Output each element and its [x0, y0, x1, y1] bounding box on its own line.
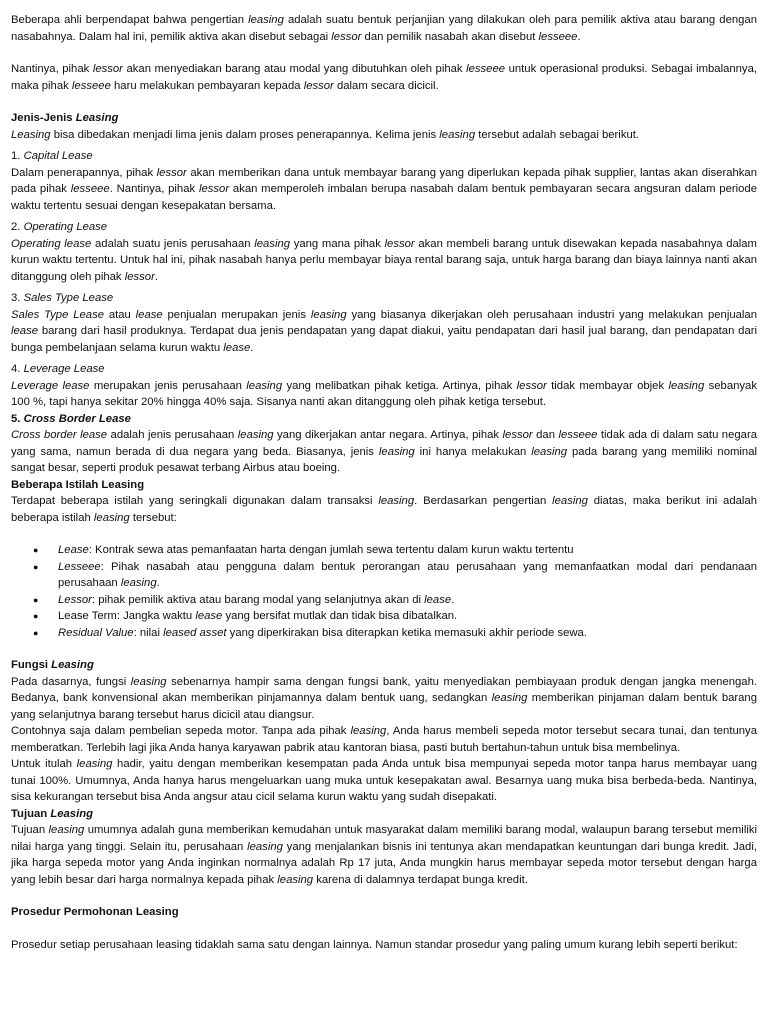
jenis-item-4-title: 4. Leverage Lease	[11, 363, 105, 375]
intro-paragraph-1: Beberapa ahli berpendapat bahwa pengertian leasing adalah suatu bentuk perjanjian yang dilakukan oleh para pemilik aktiva atau barang dengan nasabahnya. Dalam hal ini, pemilik aktiva akan disebut sebagai lessor dan pemilik nasabah akan disebut lesseee.	[11, 14, 757, 43]
istilah-list	[11, 542, 757, 641]
list-item: ● Residual Value: nilai leased asset yang diperkirakan bisa diterapkan ketika memasuki akhir periode sewa.	[11, 625, 757, 642]
jenis-heading: Jenis-Jenis Leasing	[11, 112, 119, 124]
jenis-item-2-title: 2. Operating Lease	[11, 221, 108, 233]
fungsi-paragraph-1: Pada dasarnya, fungsi leasing sebenarnya hampir sama dengan fungsi bank, yaitu menyediakan pembiayaan produk dengan jangka menengah. Bedanya, bank konvensional akan memberikan pinjamannya dalam bentuk uang, sedangkan leasing memberikan pinjaman dalam bentuk barang yang selanjutnya barang tersebut harus dicicil atau diangsur.	[11, 675, 757, 721]
istilah-heading: Beberapa Istilah Leasing	[11, 478, 145, 491]
bullet-icon: ●	[33, 627, 39, 638]
bullet-icon: ●	[33, 611, 39, 621]
jenis-intro: Leasing bisa dibedakan menjadi lima jenis dalam proses penerapannya. Kelima jenis leasing tersebut adalah sebagai berikut.	[11, 128, 640, 141]
fungsi-paragraph-3: Untuk itulah leasing hadir, yaitu dengan memberikan kesempatan pada Anda untuk bisa mempunyai sepeda motor tanpa harus membayar uang tunai 100%. Umumnya, Anda hanya harus mengeluarkan uang muka untuk kesepakatan awal. Besarnya uang muka bisa berbeda-beda. Nantinya, sisa kekurangan tersebut bisa Anda angsur atau cicil selama kurun waktu yang sudah disepakati.	[11, 758, 758, 803]
list-item: ● Lessor: pihak pemilik aktiva atau barang modal yang selanjutnya akan di lease.	[11, 592, 757, 609]
jenis-item-4-body: Leverage lease merupakan jenis perusahaan leasing yang melibatkan pihak ketiga. Artinya, pihak lessor tidak membayar objek leasing sebanyak 100 %, tapi hanya sekitar 20% hingga 40% saja. Sisanya nanti akan ditanggung oleh pihak ketiga tersebut.	[11, 379, 757, 408]
jenis-item-5-title: 5. Cross Border Lease	[11, 412, 131, 425]
jenis-item-3-title: 3. Sales Type Lease	[11, 292, 114, 304]
jenis-item-2-body: Operating lease adalah suatu jenis perusahaan leasing yang mana pihak lessor akan membeli barang untuk disewakan kepada nasabahnya dalam kurun waktu tertentu. Untuk hal ini, pihak nasabah hanya perlu membayar biaya rental barang saja, untuk harga barang dan biaya lainnya nanti akan ditanggung oleh pihak lessor.	[11, 237, 757, 283]
jenis-item-1-body: Dalam penerapannya, pihak lessor akan memberikan dana untuk membayar barang yang diperlukan kepada pihak supplier, lantas akan diserahkan pada pihak lesseee. Nantinya, pihak lessor akan memperoleh imbalan berupa nasabah dalam bentuk pembayaran secara angsuran dalam periode waktu tertentu sesuai dengan kesepakatan bersama.	[11, 166, 757, 212]
list-item: ● Lease: Kontrak sewa atas pemanfaatan harta dengan jumlah sewa tertentu dalam kurun waktu tertentu	[11, 542, 757, 559]
bullet-icon: ●	[33, 594, 39, 605]
fungsi-heading: Fungsi Leasing	[11, 659, 94, 671]
prosedur-paragraph-1: Prosedur setiap perusahaan leasing tidaklah sama satu dengan lainnya. Namun standar prosedur yang paling umum kurang lebih seperti berikut:	[11, 938, 738, 951]
tujuan-paragraph-1: Tujuan leasing umumnya adalah guna memberikan kemudahan untuk masyarakat dalam memiliki barang modal, walaupun barang tersebut memiliki nilai harga yang tinggi. Selain itu, perusahaan leasing yang menjalankan bisnis ini tentunya akan mendapatkan keuntungan dari bunga kredit. Jadi, jika harga sepeda motor yang Anda inginkan normalnya adalah Rp 17 juta, Anda mungkin harus membayar sepeda motor tersebut dengan harga yang lebih besar dari harga normalnya kepada pihak leasing karena di dalamnya terdapat bunga kredit.	[11, 824, 757, 886]
tujuan-heading: Tujuan Leasing	[11, 807, 94, 820]
bullet-icon: ●	[33, 561, 39, 572]
prosedur-heading: Prosedur Permohonan Leasing	[11, 906, 179, 918]
list-item: ● Lesseee: Pihak nasabah atau pengguna dalam bentuk perorangan atau perusahaan yang memanfaatkan modal dari pendanaan perusahaan leasing.	[33, 560, 757, 589]
jenis-item-1-title: 1. Capital Lease	[11, 150, 93, 162]
list-item: ● Lease Term: Jangka waktu lease yang bersifat mutlak dan tidak bisa dibatalkan.	[11, 608, 757, 625]
intro-paragraph-2: Nantinya, pihak lessor akan menyediakan barang atau modal yang dibutuhkan oleh pihak lesseee untuk operasional produksi. Sebagai imbalannya, maka pihak lesseee haru melakukan pembayaran kepada lessor dalam secara dicicil.	[11, 63, 757, 92]
istilah-intro: Terdapat beberapa istilah yang seringkali digunakan dalam transaksi leasing. Berdasarkan pengertian leasing diatas, maka berikut ini adalah beberapa istilah leasing tersebut:	[11, 495, 757, 524]
jenis-item-5-body: Cross border lease adalah jenis perusahaan leasing yang dikerjakan antar negara. Artinya, pihak lessor dan lesseee tidak ada di dalam satu negara yang sama, namun berada di dua negara yang beda. Biasanya, jenis leasing ini hanya melakukan leasing pada barang yang memiliki nominal sangat besar, seperti produk pesawat terbang Airbus atau boeing.	[11, 429, 757, 474]
bullet-icon: ●	[33, 545, 39, 555]
fungsi-paragraph-2: Contohnya saja dalam pembelian sepeda motor. Tanpa ada pihak leasing, Anda harus membeli sepeda motor tersebut secara tunai, dan tentunya memberatkan. Terlebih lagi jika Anda hanya karyawan pabrik atau kantoran biasa, pasti butuh bertahun-tahun untuk bisa membelinya.	[11, 725, 757, 754]
jenis-item-3-body: Sales Type Lease atau lease penjualan merupakan jenis leasing yang biasanya dikerjakan oleh perusahaan industri yang melakukan penjualan lease barang dari hasil produknya. Terdapat dua jenis pendapatan yang dapat diakui, yaitu pendapatan dari hasil jual barang, dan pendapatan dari bunga pembelanjaan selama kurun waktu lease.	[11, 308, 757, 354]
